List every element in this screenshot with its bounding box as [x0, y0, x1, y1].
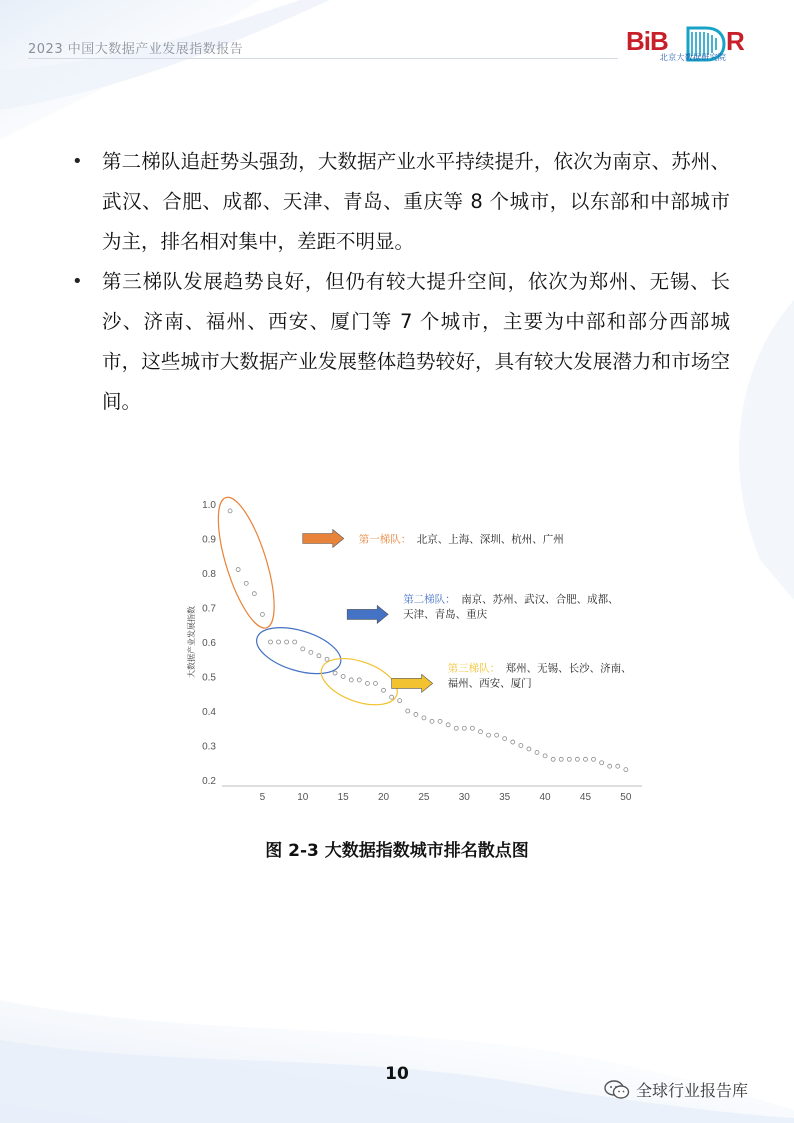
- data-point: [309, 650, 313, 654]
- data-point: [527, 747, 531, 751]
- y-tick-label: 0.7: [202, 603, 216, 615]
- data-point: [430, 719, 434, 723]
- data-point: [583, 757, 587, 761]
- data-point: [422, 716, 426, 720]
- data-point: [559, 757, 563, 761]
- data-point: [382, 688, 386, 692]
- y-tick-label: 1.0: [202, 500, 216, 511]
- data-point: [406, 709, 410, 713]
- x-tick-label: 30: [458, 792, 470, 803]
- x-tick-label: 15: [337, 792, 349, 803]
- data-point: [236, 568, 240, 572]
- data-point: [511, 740, 515, 744]
- data-point: [325, 657, 329, 661]
- tier-ellipse: [207, 492, 286, 634]
- data-point: [228, 509, 232, 513]
- data-point: [608, 764, 612, 768]
- data-point: [365, 681, 369, 685]
- data-point: [446, 723, 450, 727]
- data-point: [285, 640, 289, 644]
- data-point: [519, 744, 523, 748]
- data-point: [462, 726, 466, 730]
- scatter-chart-svg: [180, 490, 650, 810]
- data-point: [301, 647, 305, 651]
- x-tick-label: 35: [499, 792, 511, 803]
- data-point: [543, 754, 547, 758]
- data-point: [317, 654, 321, 658]
- data-point: [333, 671, 337, 675]
- body-text: [70, 142, 730, 422]
- x-tick-label: 20: [377, 792, 390, 803]
- data-point: [268, 640, 272, 644]
- data-point: [470, 726, 474, 730]
- scatter-chart: [180, 490, 650, 810]
- data-point: [478, 730, 482, 734]
- x-tick-label: 45: [579, 792, 592, 803]
- data-point: [551, 757, 555, 761]
- data-point: [567, 757, 571, 761]
- x-tick-label: 25: [418, 792, 430, 803]
- logo-subtitle: 北京大数据研究院: [659, 53, 727, 62]
- data-point: [616, 764, 620, 768]
- data-point: [575, 757, 579, 761]
- tier-cities: 北京、上海、深圳、杭州、广州: [416, 533, 564, 546]
- data-point: [438, 719, 442, 723]
- watermark: [604, 1078, 748, 1101]
- y-tick-label: 0.4: [202, 707, 216, 718]
- data-point: [535, 750, 539, 754]
- bullet-paragraph-2: [70, 262, 730, 422]
- watermark-text: 全球行业报告库: [636, 1081, 749, 1100]
- tier-label: 第二梯队：: [403, 593, 456, 606]
- tier-label: 第三梯队：: [447, 662, 501, 675]
- data-point: [454, 726, 458, 730]
- wechat-icon: [604, 1079, 630, 1101]
- x-tick-label: 5: [259, 792, 266, 803]
- tier-cities-line1: 南京、苏州、武汉、合肥、成都、: [461, 593, 619, 606]
- y-tick-label: 0.3: [202, 741, 216, 753]
- data-point: [495, 733, 499, 737]
- data-point: [414, 712, 418, 716]
- x-tick-label: 10: [297, 792, 309, 803]
- data-point: [503, 737, 507, 741]
- data-point: [357, 678, 361, 682]
- data-point: [341, 675, 345, 679]
- x-tick-label: 50: [620, 792, 632, 803]
- y-tick-label: 0.2: [202, 776, 216, 787]
- data-point: [252, 592, 256, 596]
- data-point: [277, 640, 281, 644]
- svg-text:BiB: BiB: [626, 26, 668, 56]
- tier-cities-line1: 郑州、无锡、长沙、济南、: [505, 662, 632, 675]
- svg-text:R: R: [726, 26, 745, 56]
- tier-arrow: [303, 530, 344, 548]
- y-tick-label: 0.5: [202, 672, 216, 684]
- data-point: [349, 678, 353, 682]
- data-point: [244, 581, 248, 585]
- data-point: [592, 757, 596, 761]
- data-point: [398, 699, 402, 703]
- y-tick-label: 0.6: [202, 638, 216, 649]
- figure-caption: 图 2-3 大数据指数城市排名散点图: [265, 841, 529, 861]
- data-point: [390, 695, 394, 699]
- data-point: [624, 768, 628, 772]
- y-tick-label: 0.9: [202, 534, 216, 546]
- tier-cities-line2: 天津、青岛、重庆: [403, 608, 488, 621]
- header-divider: [28, 58, 618, 59]
- bullet-icon: •: [72, 151, 83, 172]
- data-point: [293, 640, 297, 644]
- page-number: 10: [385, 1064, 409, 1084]
- paragraph-text: 第三梯队发展趋势良好，但仍有较大提升空间，依次为郑州、无锡、长沙、济南、福州、西安、厦门等 7 个城市，主要为中部和部分西部城市，这些城市大数据产业发展整体趋势较好，具有较大发展潜力和市场空间。: [102, 270, 730, 413]
- bullet-icon: •: [72, 271, 83, 292]
- data-point: [487, 733, 491, 737]
- y-axis-label: 大数据产业发展指数: [187, 606, 196, 678]
- data-point: [600, 761, 604, 765]
- report-header-title: 2023 中国大数据产业发展指数报告: [28, 42, 244, 57]
- tier-cities-line2: 福州、西安、厦门: [447, 677, 532, 690]
- x-tick-label: 40: [539, 792, 551, 803]
- y-tick-label: 0.8: [202, 569, 216, 580]
- tier-label: 第一梯队：: [358, 533, 412, 546]
- paragraph-text: 第二梯队追赶势头强劲，大数据产业水平持续提升，依次为南京、苏州、武汉、合肥、成都、天津、青岛、重庆等 8 个城市，以东部和中部城市为主，排名相对集中，差距不明显。: [102, 150, 730, 253]
- tier-arrow: [347, 605, 388, 623]
- bullet-paragraph-1: [70, 142, 730, 262]
- data-point: [260, 612, 264, 616]
- data-point: [373, 681, 377, 685]
